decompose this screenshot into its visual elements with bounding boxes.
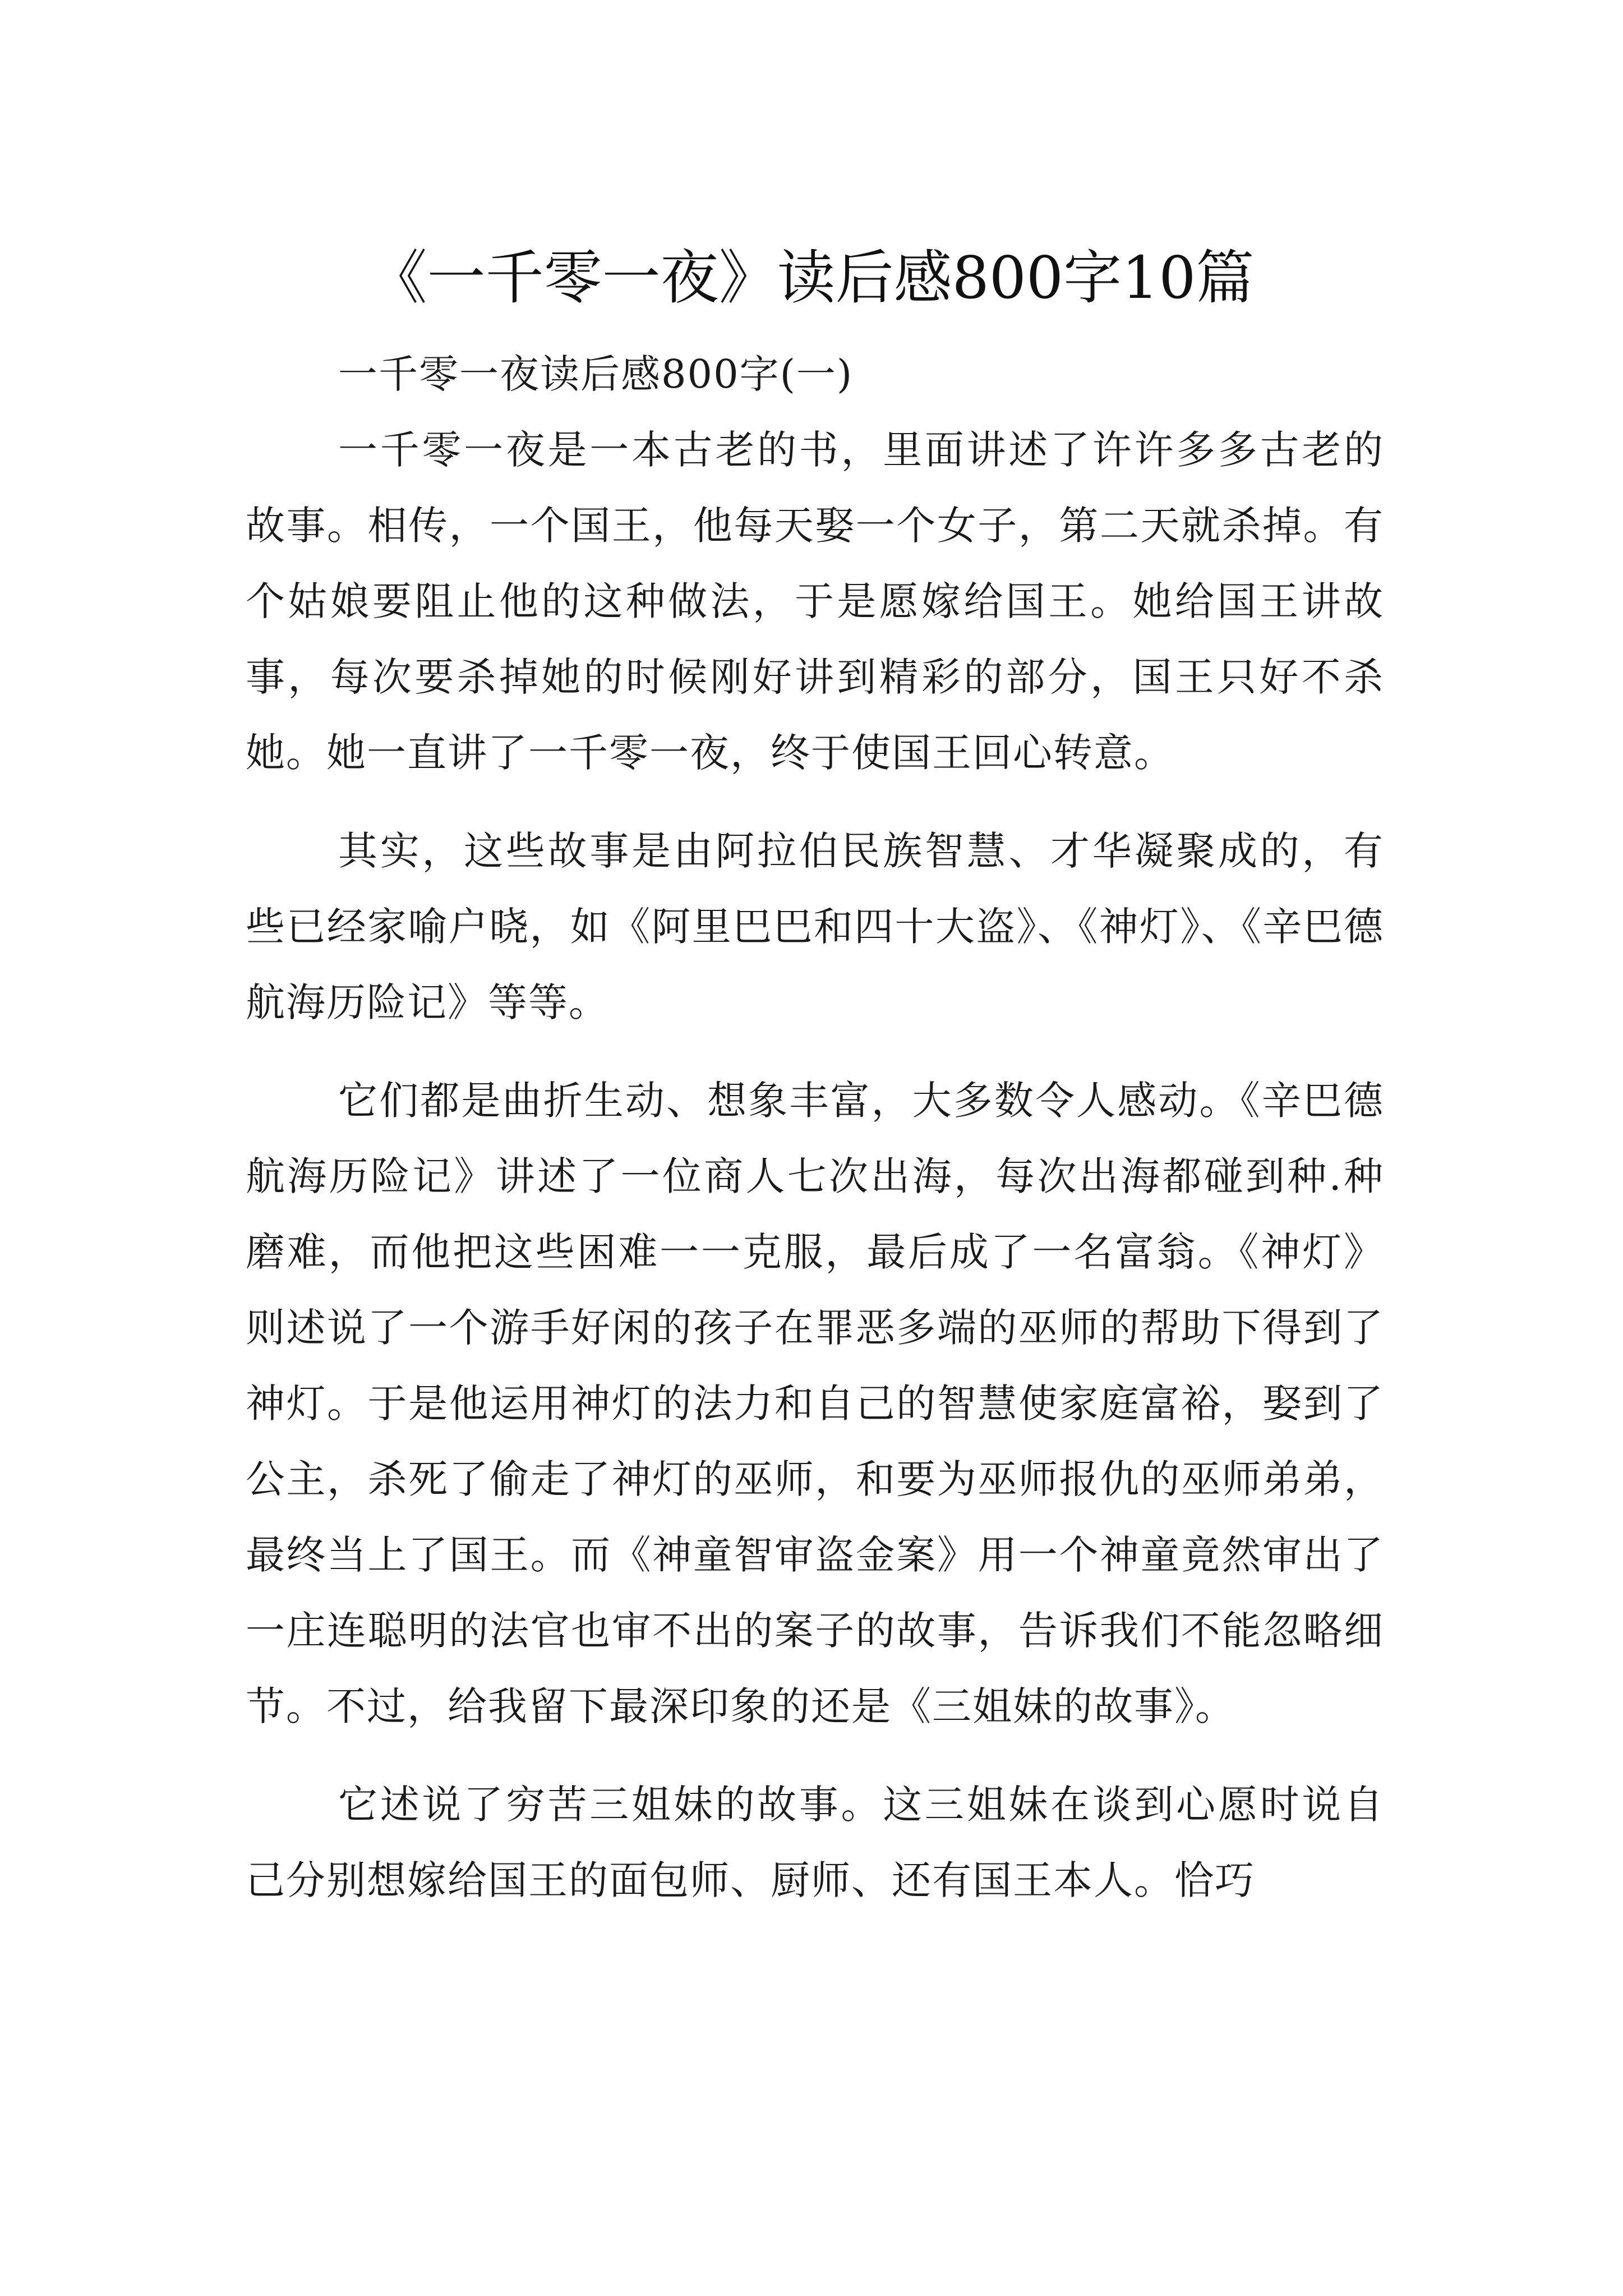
paragraph-3: 它们都是曲折生动、想象丰富，大多数令人感动。《辛巴德航海历险记》讲述了一位商人七次出海，每次出海都碰到种.种磨难，而他把这些困难一一克服，最后成了一名富翁。《神灯》则述说了一个游手好闲的孩子在罪恶多端的巫师的帮助下得到了神灯。于是他运用神灯的法力和自己的智慧使家庭富裕，娶到了公主，杀死了偷走了神灯的巫师，和要为巫师报仇的巫师弟弟，最终当上了国王。而《神童智审盗金案》用一个神童竟然审出了一庄连聪明的法官也审不出的案子的故事，告诉我们不能忽略细节。不过，给我留下最深印象的还是《三姐妹的故事》。: [246, 1078, 1384, 1729]
paragraph-4: 它述说了穷苦三姐妹的故事。这三姐妹在谈到心愿时说自己分别想嫁给国王的面包师、厨师、还有国王本人。恰巧: [246, 1782, 1384, 1903]
paragraph-1: 一千零一夜是一本古老的书，里面讲述了许许多多古老的故事。相传，一个国王，他每天娶一个女子，第二天就杀掉。有个姑娘要阻止他的这种做法，于是愿嫁给国王。她给国王讲故事，每次要杀掉她的时候刚好讲到精彩的部分，国王只好不杀她。她一直讲了一千零一夜，终于使国王回心转意。: [246, 427, 1384, 776]
section-heading: 一千零一夜读后感800字(一): [338, 351, 854, 397]
document-body: [246, 337, 1384, 1918]
document-title: 《一千零一夜》读后感800字10篇: [368, 243, 1255, 312]
paragraph-2: 其实，这些故事是由阿拉伯民族智慧、才华凝聚成的，有些已经家喻户晓，如《阿里巴巴和四十大盗》、《神灯》、《辛巴德航海历险记》等等。: [246, 828, 1384, 1025]
